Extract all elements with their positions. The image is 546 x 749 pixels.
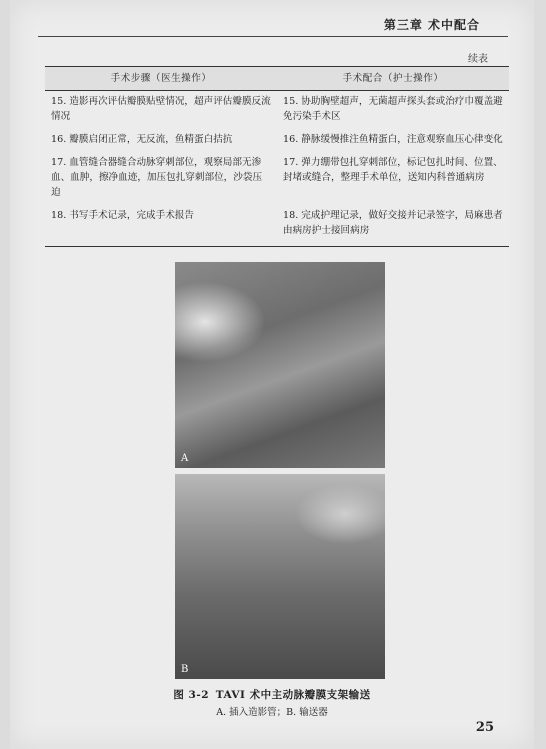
table-row <box>45 205 509 247</box>
figure-photo-b <box>175 474 385 679</box>
figure-photo-a <box>175 262 385 468</box>
caption-text: TAVI 术中主动脉瓣膜支架输送 <box>215 689 371 701</box>
figure-subcaption: A. 插入造影管；B. 输送器 <box>216 707 328 718</box>
nurse-step: 15. 协助胸壁超声，无菌超声探头套或治疗巾覆盖避免污染手术区 <box>283 96 503 122</box>
doctor-step: 16. 瓣膜启闭正常，无反流，鱼精蛋白拮抗 <box>51 134 233 145</box>
doctor-step: 18. 书写手术记录，完成手术报告 <box>45 205 277 247</box>
chapter-title: 第三章 术中配合 <box>383 18 480 32</box>
doctor-step: 15. 造影再次评估瓣膜贴壁情况，超声评估瓣膜反流情况 <box>51 96 271 122</box>
table-row <box>45 152 509 205</box>
page-number: 25 <box>475 720 494 735</box>
panel-b-letter: B <box>181 664 189 675</box>
caption-number: 图 3-2 <box>173 689 210 701</box>
table-row <box>45 129 509 152</box>
procedure-table <box>45 66 509 247</box>
document-page <box>10 0 534 749</box>
nurse-step: 17. 弹力绷带包扎穿刺部位，标记包扎时间、位置、封堵或缝合，整理手术单位，送知内科普通病房 <box>283 157 503 183</box>
table-header-row <box>45 67 509 91</box>
table-row <box>45 91 509 130</box>
panel-a-letter: A <box>181 453 189 464</box>
header-doctor-steps: 手术步骤（医生操作） <box>45 67 277 91</box>
nurse-step: 18. 完成护理记录，做好交接并记录签字，局麻患者由病房护士接回病房 <box>277 205 509 247</box>
figure-caption <box>10 687 534 702</box>
nurse-step: 16. 静脉缓慢推注鱼精蛋白，注意观察血压心律变化 <box>283 134 503 145</box>
page-header <box>38 14 508 37</box>
doctor-step: 17. 血管缝合器缝合动脉穿刺部位，观察局部无渗血、血肿，擦净血迹，加压包扎穿刺部位，沙袋压迫 <box>51 157 263 198</box>
continued-label: 续表 <box>468 54 488 65</box>
header-nurse-steps: 手术配合（护士操作） <box>277 67 509 91</box>
